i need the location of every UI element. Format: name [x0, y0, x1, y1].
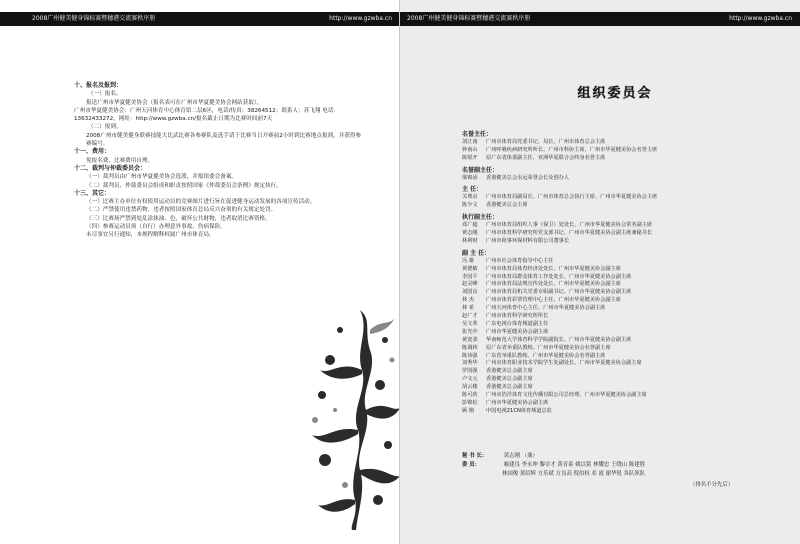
member-title: 香港健美总会副主席	[486, 384, 533, 391]
member-title: 广州市体育科学研究所党支部书记、广州市华夏健美协会副主席兼秘书长	[486, 229, 653, 236]
paragraph: （一）比赛主办单位有权使用运动员的竞赛图片进行旨在促进健身运动发展的各项宣传活动。	[86, 199, 316, 206]
member-title: 中国电视21CN体育频道总监	[486, 407, 552, 414]
member-title: 广州市体育局副局长、广州市体育总会执行主席、广州市华夏健美协会主席	[486, 194, 658, 201]
committee-member-row	[462, 313, 792, 321]
paragraph: （三）比赛场严禁到处乱涂抹油、色，破坏公共财物，违者取消比赛资格。	[86, 215, 271, 222]
page-title: 组织委员会	[577, 86, 653, 101]
member-name: 刘江南	[462, 138, 478, 145]
member-name: 黄德敏	[462, 265, 478, 272]
paragraph: 广州市华夏健美协会：广州天河体育中心体育馆二层6区，电话/传真：38264512；联系人：苏飞翔 电话：13632433272，网址：http://www.gzwba.cn/报名截止日期为比赛时间前7天	[74, 107, 340, 123]
committee-member-row	[462, 321, 792, 329]
member-name: 陈调林	[462, 344, 478, 351]
committee-member-row	[462, 139, 792, 147]
member-title: 广州市体育局党委书记、局长、广州市体育总会主席	[486, 138, 606, 145]
committee-group-heading: 名誉副主任：	[462, 166, 499, 174]
member-name: 赵广才	[462, 313, 478, 320]
member-title: 广州市体育科学研究所所长	[486, 313, 549, 320]
committee-member-row	[462, 408, 792, 416]
committee-member-row	[462, 384, 792, 392]
regulations-text	[74, 82, 364, 240]
member-title: 广州市体育局群众体育工作处处长、广州市华夏健美协会副主席	[486, 273, 632, 280]
member-name: 刘国良	[462, 289, 478, 296]
member-name: 李国平	[462, 273, 478, 280]
member-name: 陈锐开	[462, 154, 478, 161]
committee-list	[462, 127, 792, 416]
paragraph: （二）严禁使用违禁药物，违者按照国家体育总局反兴奋剂的有关规定处罚。	[86, 207, 277, 214]
member-title: 华南师范大学体育科学学院副院长、广州市华夏健美协会副主席	[486, 336, 632, 343]
member-title: 香港健美总会副主席	[486, 376, 533, 383]
secretary-label: 秘 书 长：	[462, 453, 488, 459]
member-name: 陈可欣	[462, 392, 478, 399]
committee-member-row	[462, 258, 792, 266]
secretary-name: 黄志刚 （兼）	[503, 453, 538, 459]
committee-member-row	[462, 266, 792, 274]
members-line-1: 喻建良 李永坤 黎卓才 黄育泰 姚以铭 林耀忠 王晓山 陈建胜	[503, 462, 646, 468]
committee-group-heading: 副 主 任：	[462, 249, 491, 257]
right-page	[400, 0, 800, 544]
member-title: 广州市浩洋体育文化传播有限公司总经理、广州市华夏健美协会副主席	[486, 392, 647, 399]
committee-group-heading: 名誉主任：	[462, 131, 493, 138]
member-title: 香港健美总会永远荣誉会长及创办人	[486, 174, 570, 181]
committee-member-row	[462, 155, 792, 163]
member-name: 钟南山	[462, 146, 478, 153]
member-title: 广州呼吸疾病研究所所长、广州市科协主席、广州市华夏健美协会名誉主席	[486, 146, 658, 153]
member-name: 林利财	[462, 237, 478, 244]
member-name: 陈伟强	[462, 352, 478, 359]
committee-member-row	[462, 305, 792, 313]
member-title: 香港健美总会副主席	[486, 368, 533, 375]
paragraph: 报送广州市华夏健美协会（报名表可在广州市华夏健美协会网站获取），	[86, 99, 263, 106]
member-title: 原广东省体委副主任、亚洲华夏联合会终身名誉主席	[486, 154, 606, 161]
committee-group-heading: 主 任：	[462, 186, 483, 194]
paragraph: （二）报到。	[88, 124, 122, 131]
member-name: 卢文元	[462, 376, 478, 383]
section-heading: 十一、费用：	[74, 148, 111, 156]
committee-member-row	[462, 297, 792, 305]
paragraph: 免报名费、比赛费用自理。	[86, 157, 154, 164]
member-name: 关理贞	[462, 194, 478, 201]
member-title: 广州市体育局组织人事（保卫）处处长、广州市华夏健美协会常务副主席	[486, 222, 653, 229]
right-header-url: http://www.gzwba.cn	[729, 15, 792, 22]
member-name: 林 杰	[462, 297, 475, 304]
paragraph: （二）裁判员、仲裁委员会组成和职责按照国家《仲裁委员会条例》规定执行。	[86, 182, 282, 189]
committee-member-row	[462, 329, 792, 337]
section-heading: 十三、其它：	[74, 189, 111, 197]
floral-decoration	[300, 300, 400, 530]
member-name: 彭锦松	[462, 400, 478, 406]
section-heading: 十二、裁判与仲裁委员会：	[74, 164, 147, 172]
left-header-title: 2008广州健美健身锦标赛暨穗港交流赛秩序册	[32, 15, 156, 22]
member-name: 胡云楼	[462, 384, 478, 391]
member-title: 广州市体育彩票管理中心主任、广州市华夏健美协会副主席	[486, 297, 621, 304]
committee-member-row	[462, 337, 792, 345]
committee-member-row	[462, 175, 792, 183]
member-name: 黄宽柔	[462, 336, 478, 343]
committee-member-row	[462, 392, 792, 400]
member-title: 广州市体育局机关党委专职副书记、广州市华夏健美协会副主席	[486, 289, 632, 296]
committee-group-heading: 执行副主任：	[462, 214, 499, 222]
member-title: 广东省举重队教练、广州市华夏健美协会名誉副主席	[486, 352, 606, 359]
right-header-title: 2008广州健美健身锦标赛暨穗港交流赛秩序册	[407, 15, 531, 22]
member-title: 广州市社会体育指导中心主任	[486, 257, 554, 264]
paragraph: （一）报名。	[88, 91, 122, 98]
member-name: 黄志刚	[462, 229, 478, 236]
paragraph: （四）参赛运动员须（自行）办理意外事故、伤病保险。	[86, 224, 226, 231]
committee-member-row	[462, 222, 792, 230]
member-title: 广州市华夏健美协会副主席	[486, 400, 549, 406]
paragraph: 未尽事宜另行通知，本规程解释权属广州市体育局。	[86, 232, 215, 239]
member-title: 广州市华夏健美协会副主席	[486, 328, 549, 335]
member-name: 冯 雄	[462, 257, 475, 264]
committee-member-row	[462, 345, 792, 353]
member-name: 吴文革	[462, 320, 478, 327]
members-line-2: 林国俊 黄绍辉 方乐斌 方良高 倪伯权 邓 霞 谢华锐 各队领队	[502, 471, 646, 477]
committee-member-row	[462, 400, 792, 408]
member-name: 赵灵峰	[462, 281, 478, 288]
right-header-bar	[400, 12, 800, 26]
left-header-url: http://www.gzwba.cn	[329, 15, 392, 22]
member-title: 广州市体育局体育经济处处长、广州市华夏健美协会副主席	[486, 265, 621, 272]
member-title: 广东电视台体育频道副主任	[486, 320, 549, 327]
secretary-members-block	[462, 452, 792, 479]
paragraph: 2008广州市健美健身联赛技能大比武比赛各参赛队及选手请于比赛当日开赛前2小时到比赛地点报到，并获得参赛编号。	[86, 132, 362, 148]
left-header-bar	[0, 12, 400, 26]
member-name: 邓广超	[462, 222, 478, 229]
member-name: 刘秀华	[462, 360, 478, 367]
member-title: 广州市荷事环保材料有限公司董事长	[486, 237, 570, 244]
committee-member-row	[462, 202, 792, 210]
member-title: 广州市体育局法规宣传处处长、广州市华夏健美协会副主席	[486, 281, 621, 288]
members-label: 委 员：	[462, 462, 481, 468]
committee-member-row	[462, 238, 792, 246]
member-name: 陈少文	[462, 202, 478, 209]
member-name: 梁锦添	[462, 174, 478, 181]
paragraph: （一）裁判员由广州市华夏健美协会选派，并报组委会备案。	[86, 174, 238, 181]
member-name: 罗国强	[462, 368, 478, 375]
member-name: 顾 刚	[462, 407, 475, 414]
member-title: 广州市体育职业技术学院学生处副处长、广州市华夏健美协会副主席	[486, 360, 642, 367]
section-heading: 十、报名及报到：	[74, 82, 123, 89]
member-name: 林 希	[462, 305, 475, 312]
ranking-note: （排名不分先后）	[690, 482, 734, 488]
member-title: 广州天河体育中心主任、广州市华夏健美协会副主席	[486, 305, 606, 312]
committee-member-row	[462, 230, 792, 238]
member-title: 原广东省举重队教练、广州市华夏健美协会名誉副主席	[486, 344, 611, 351]
committee-member-row	[462, 376, 792, 384]
member-title: 香港健美总会主席	[486, 202, 528, 209]
member-name: 张光中	[462, 328, 478, 335]
committee-member-row	[462, 147, 792, 155]
